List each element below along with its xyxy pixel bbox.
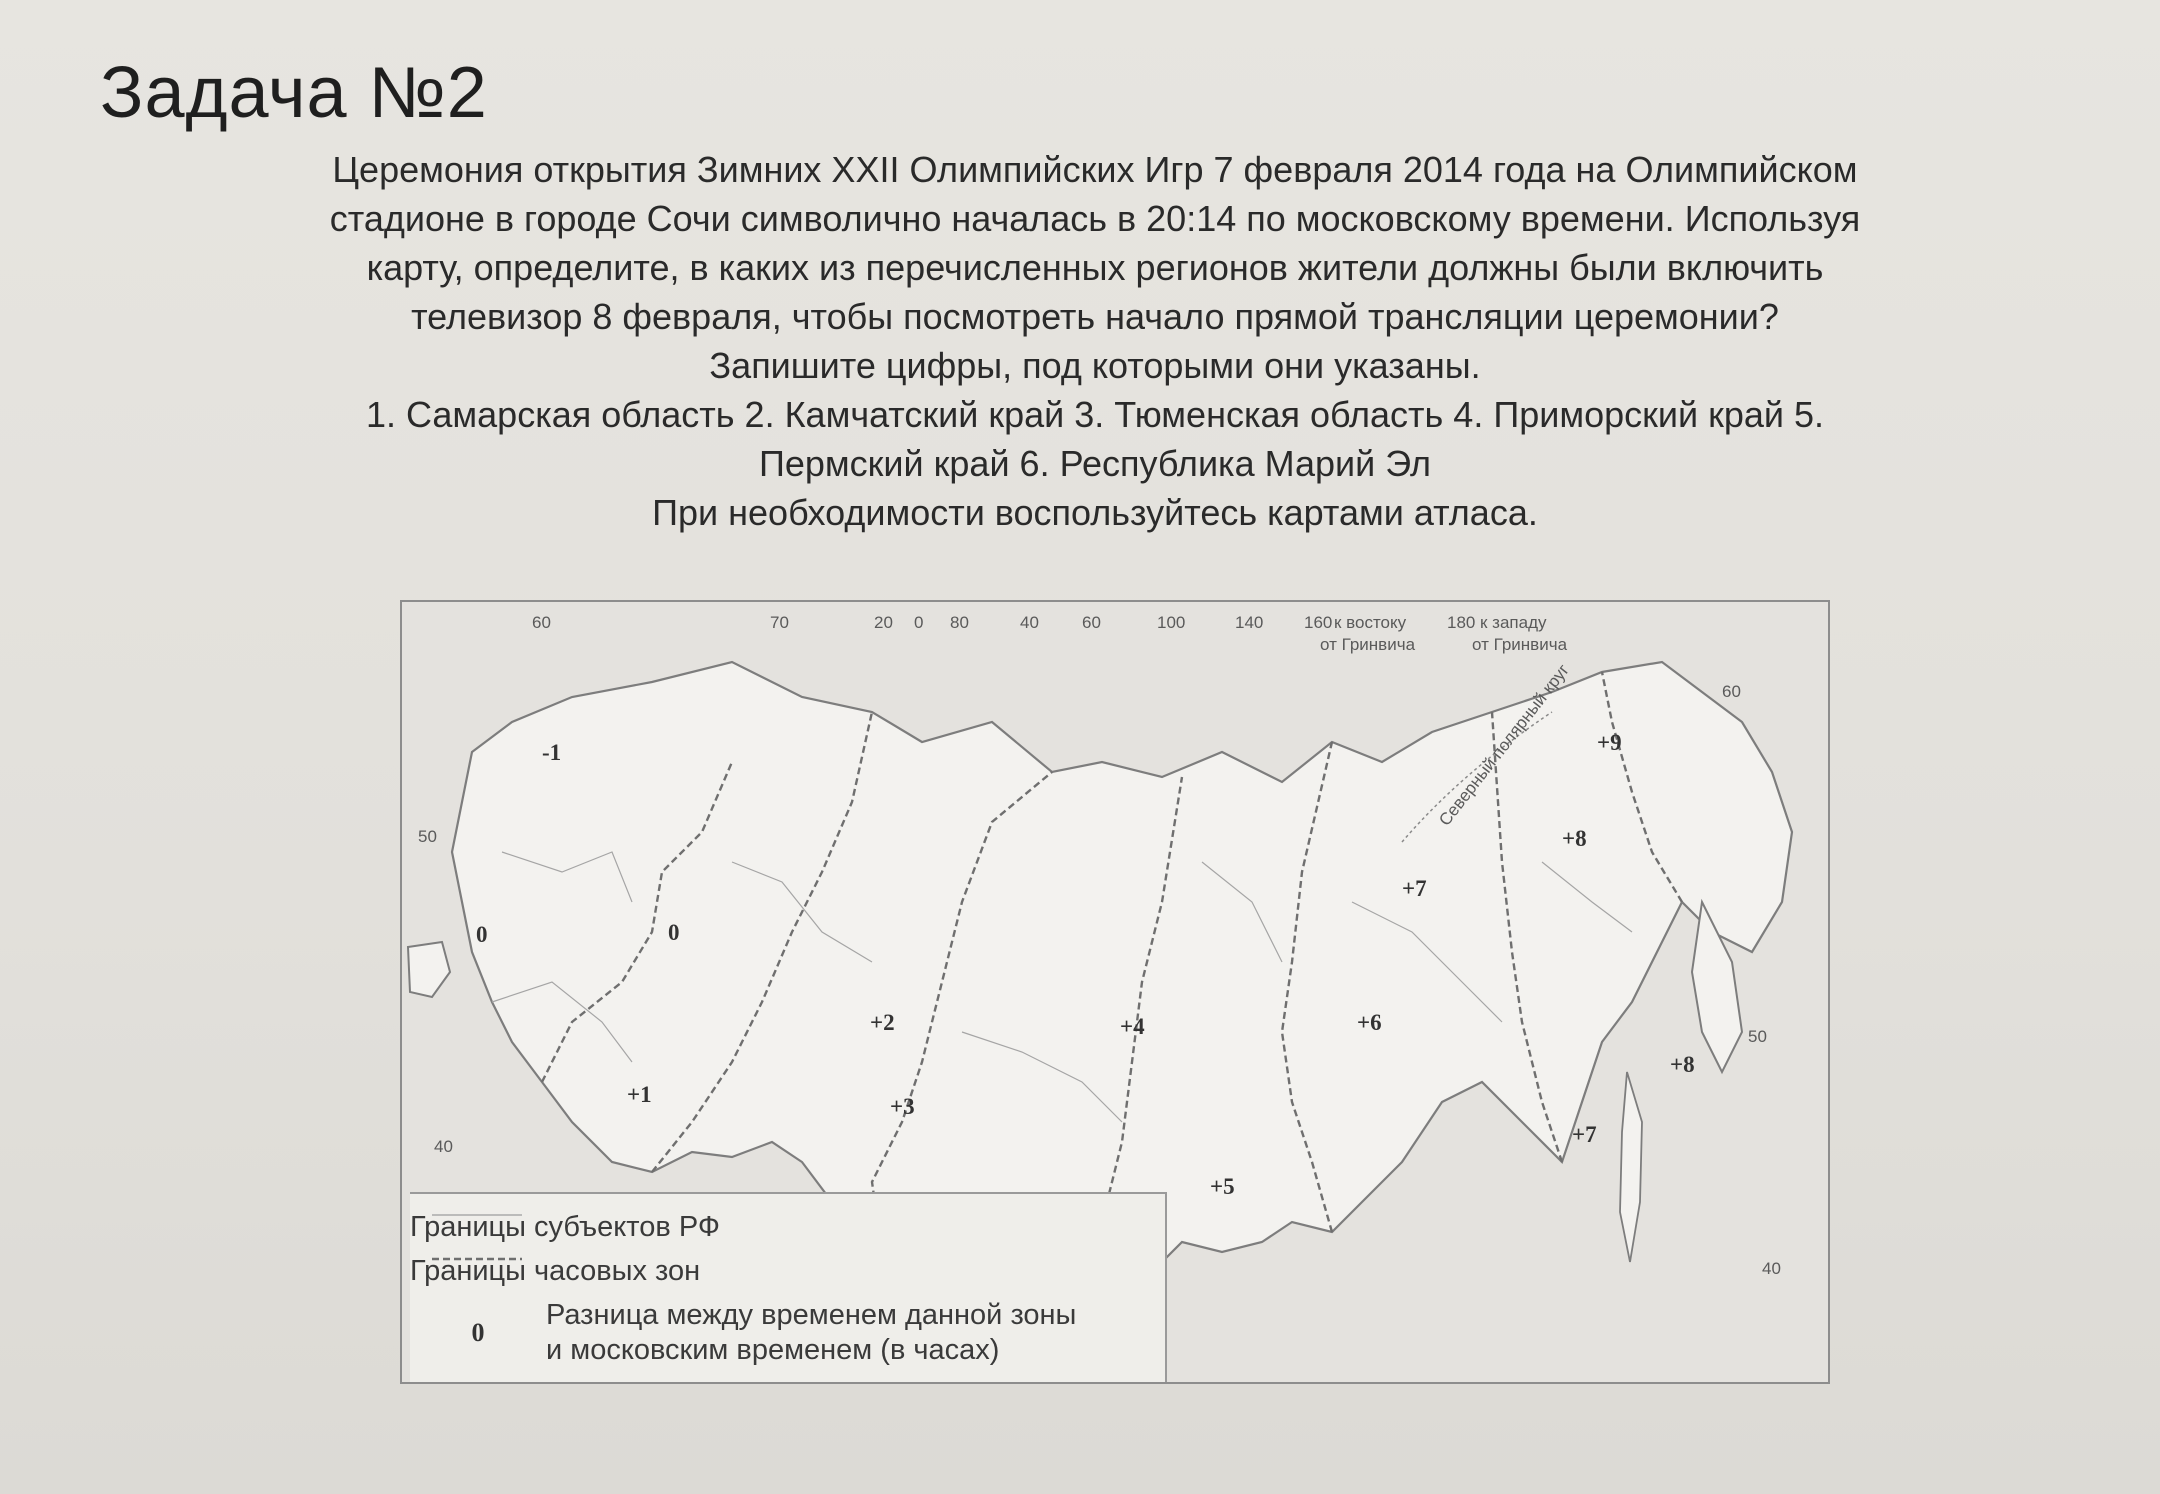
zone-label: +5	[1210, 1174, 1235, 1199]
graticule-label: 40	[1020, 613, 1039, 632]
legend-difference-line1: Разница между временем данной зоны	[546, 1299, 1077, 1331]
legend-row-difference	[410, 1298, 1076, 1368]
zone-label: +2	[870, 1010, 895, 1035]
meridian-note-west: к западу	[1480, 613, 1547, 632]
legend-row-timezones	[410, 1254, 700, 1289]
latitude-label: 40	[434, 1137, 453, 1156]
legend-zero-sample: 0	[471, 1318, 485, 1347]
graticule-label: 60	[532, 613, 551, 632]
graticule-label: 100	[1157, 613, 1186, 632]
zone-label: +8	[1670, 1052, 1695, 1077]
task-text	[200, 145, 1990, 537]
graticule-label: 80	[950, 613, 969, 632]
zone-label: +8	[1562, 826, 1587, 851]
zone-label: +3	[890, 1094, 915, 1119]
task-title: Задача №2	[100, 53, 488, 133]
legend-subject-line	[432, 1210, 522, 1220]
zone-label: +9	[1597, 730, 1622, 755]
legend-subjects-text: Границы субъектов РФ	[410, 1211, 720, 1243]
task-line: телевизор 8 февраля, чтобы посмотреть начало прямой трансляции церемонии?	[411, 296, 1779, 337]
zone-label: +6	[1357, 1010, 1382, 1035]
legend-row-subjects	[410, 1210, 720, 1245]
zone-label: +7	[1402, 876, 1427, 901]
zone-label: +7	[1572, 1122, 1597, 1147]
graticule-label: 70	[770, 613, 789, 632]
latitude-label: 60	[1722, 682, 1741, 701]
graticule-label: 180	[1447, 613, 1476, 632]
task-line: При необходимости воспользуйтесь картами атласа.	[652, 492, 1538, 533]
zone-label: 0	[668, 920, 680, 945]
zone-label: +4	[1120, 1014, 1145, 1039]
graticule-label: 60	[1082, 613, 1101, 632]
task-line: карту, определите, в каких из перечисленных регионов жители должны были включить	[366, 247, 1824, 288]
latitude-label: 40	[1762, 1259, 1781, 1278]
meridian-note-east-2: от Гринвича	[1320, 635, 1416, 654]
zone-label: 0	[476, 922, 488, 947]
arctic-circle-label: Северный полярный круг	[1435, 660, 1573, 830]
task-line: стадионе в городе Сочи символично началась в 20:14 по московскому времени. Используя	[329, 198, 1861, 239]
graticule-label: 140	[1235, 613, 1264, 632]
legend-timezones-text: Границы часовых зон	[410, 1255, 701, 1287]
latitude-label: 50	[418, 827, 437, 846]
graticule-label: 160	[1304, 613, 1333, 632]
legend-timezone-line	[432, 1254, 522, 1264]
zone-label: +1	[627, 1082, 652, 1107]
meridian-note-east: к востоку	[1334, 613, 1407, 632]
legend-difference-line2: и московским временем (в часах)	[546, 1334, 1000, 1366]
timezone-map	[400, 600, 1830, 1384]
zone-label: -1	[542, 740, 562, 765]
graticule-label: 0	[914, 613, 924, 632]
latitude-label: 50	[1748, 1027, 1767, 1046]
task-line: Запишите цифры, под которыми они указаны.	[709, 345, 1481, 386]
task-line: 1. Самарская область 2. Камчатский край 3. Тюменская область 4. Приморский край 5.	[365, 394, 1825, 435]
map-legend	[410, 1192, 1167, 1382]
legend-difference-text	[546, 1298, 1076, 1368]
task-line: Пермский край 6. Республика Марий Эл	[759, 443, 1431, 484]
meridian-note-west-2: от Гринвича	[1472, 635, 1568, 654]
task-line: Церемония открытия Зимних XXII Олимпийских Игр 7 февраля 2014 года на Олимпийском	[332, 149, 1858, 190]
graticule-label: 20	[874, 613, 893, 632]
